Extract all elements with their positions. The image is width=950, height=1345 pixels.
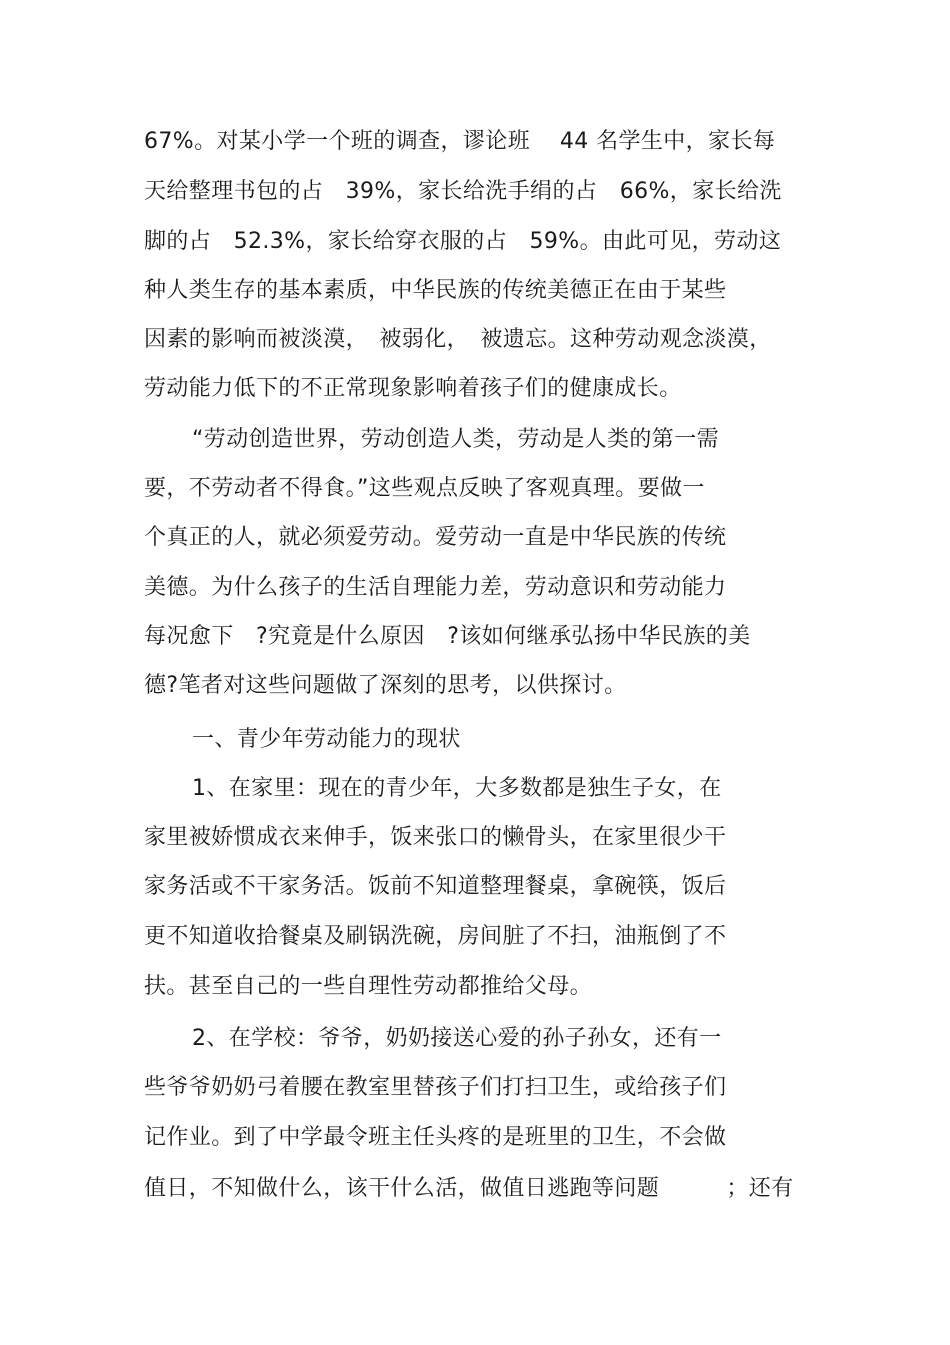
text-line: 67%。对某小学一个班的调查，谬论班 44 名学生中，家长每	[144, 129, 776, 154]
text-line: 值日，不知做什么，该干什么活，做值日逃跑等问题 ；还有	[144, 1176, 794, 1201]
text-line: 2、在学校：爷爷，奶奶接送心爱的孙子孙女，还有一	[192, 1026, 722, 1051]
text-line: 美德。为什么孩子的生活自理能力差，劳动意识和劳动能力	[144, 575, 727, 600]
text-line: 天给整理书包的占 39%，家长给洗手绢的占 66%，家长给洗	[144, 179, 782, 204]
text-line: 每况愈下 ?究竟是什么原因 ?该如何继承弘扬中华民族的美	[144, 624, 751, 649]
text-line: 德?笔者对这些问题做了深刻的思考，以供探讨。	[144, 673, 627, 698]
text-line: 更不知道收拾餐桌及刷锅洗碗，房间脏了不扫，油瓶倒了不	[144, 924, 727, 949]
text-line: 记作业。到了中学最令班主任头疼的是班里的卫生，不会做	[144, 1125, 727, 1150]
text-line: 劳动能力低下的不正常现象影响着孩子们的健康成长。	[144, 376, 682, 401]
text-line: 个真正的人，就必须爱劳动。爱劳动一直是中华民族的传统	[144, 525, 727, 550]
text-line: 家里被娇惯成衣来伸手，饭来张口的懒骨头，在家里很少干	[144, 825, 727, 850]
text-line: 种人类生存的基本素质，中华民族的传统美德正在由于某些	[144, 278, 727, 303]
text-line: “劳动创造世界，劳动创造人类，劳动是人类的第一需	[192, 427, 719, 452]
text-line: 因素的影响而被淡漠， 被弱化， 被遗忘。这种劳动观念淡漠，	[144, 327, 772, 352]
text-line: 家务活或不干家务活。饭前不知道整理餐桌，拿碗筷，饭后	[144, 874, 727, 899]
section-heading: 一、青少年劳动能力的现状	[192, 727, 461, 752]
text-line: 1、在家里：现在的青少年，大多数都是独生子女，在	[192, 776, 722, 801]
text-line: 要，不劳动者不得食。”这些观点反映了客观真理。要做一	[144, 476, 705, 501]
text-line: 扶。甚至自己的一些自理性劳动都推给父母。	[144, 974, 593, 999]
text-line: 脚的占 52.3%，家长给穿衣服的占 59%。由此可见，劳动这	[144, 229, 782, 254]
text-line: 些爷爷奶奶弓着腰在教室里替孩子们打扫卫生，或给孩子们	[144, 1075, 727, 1100]
